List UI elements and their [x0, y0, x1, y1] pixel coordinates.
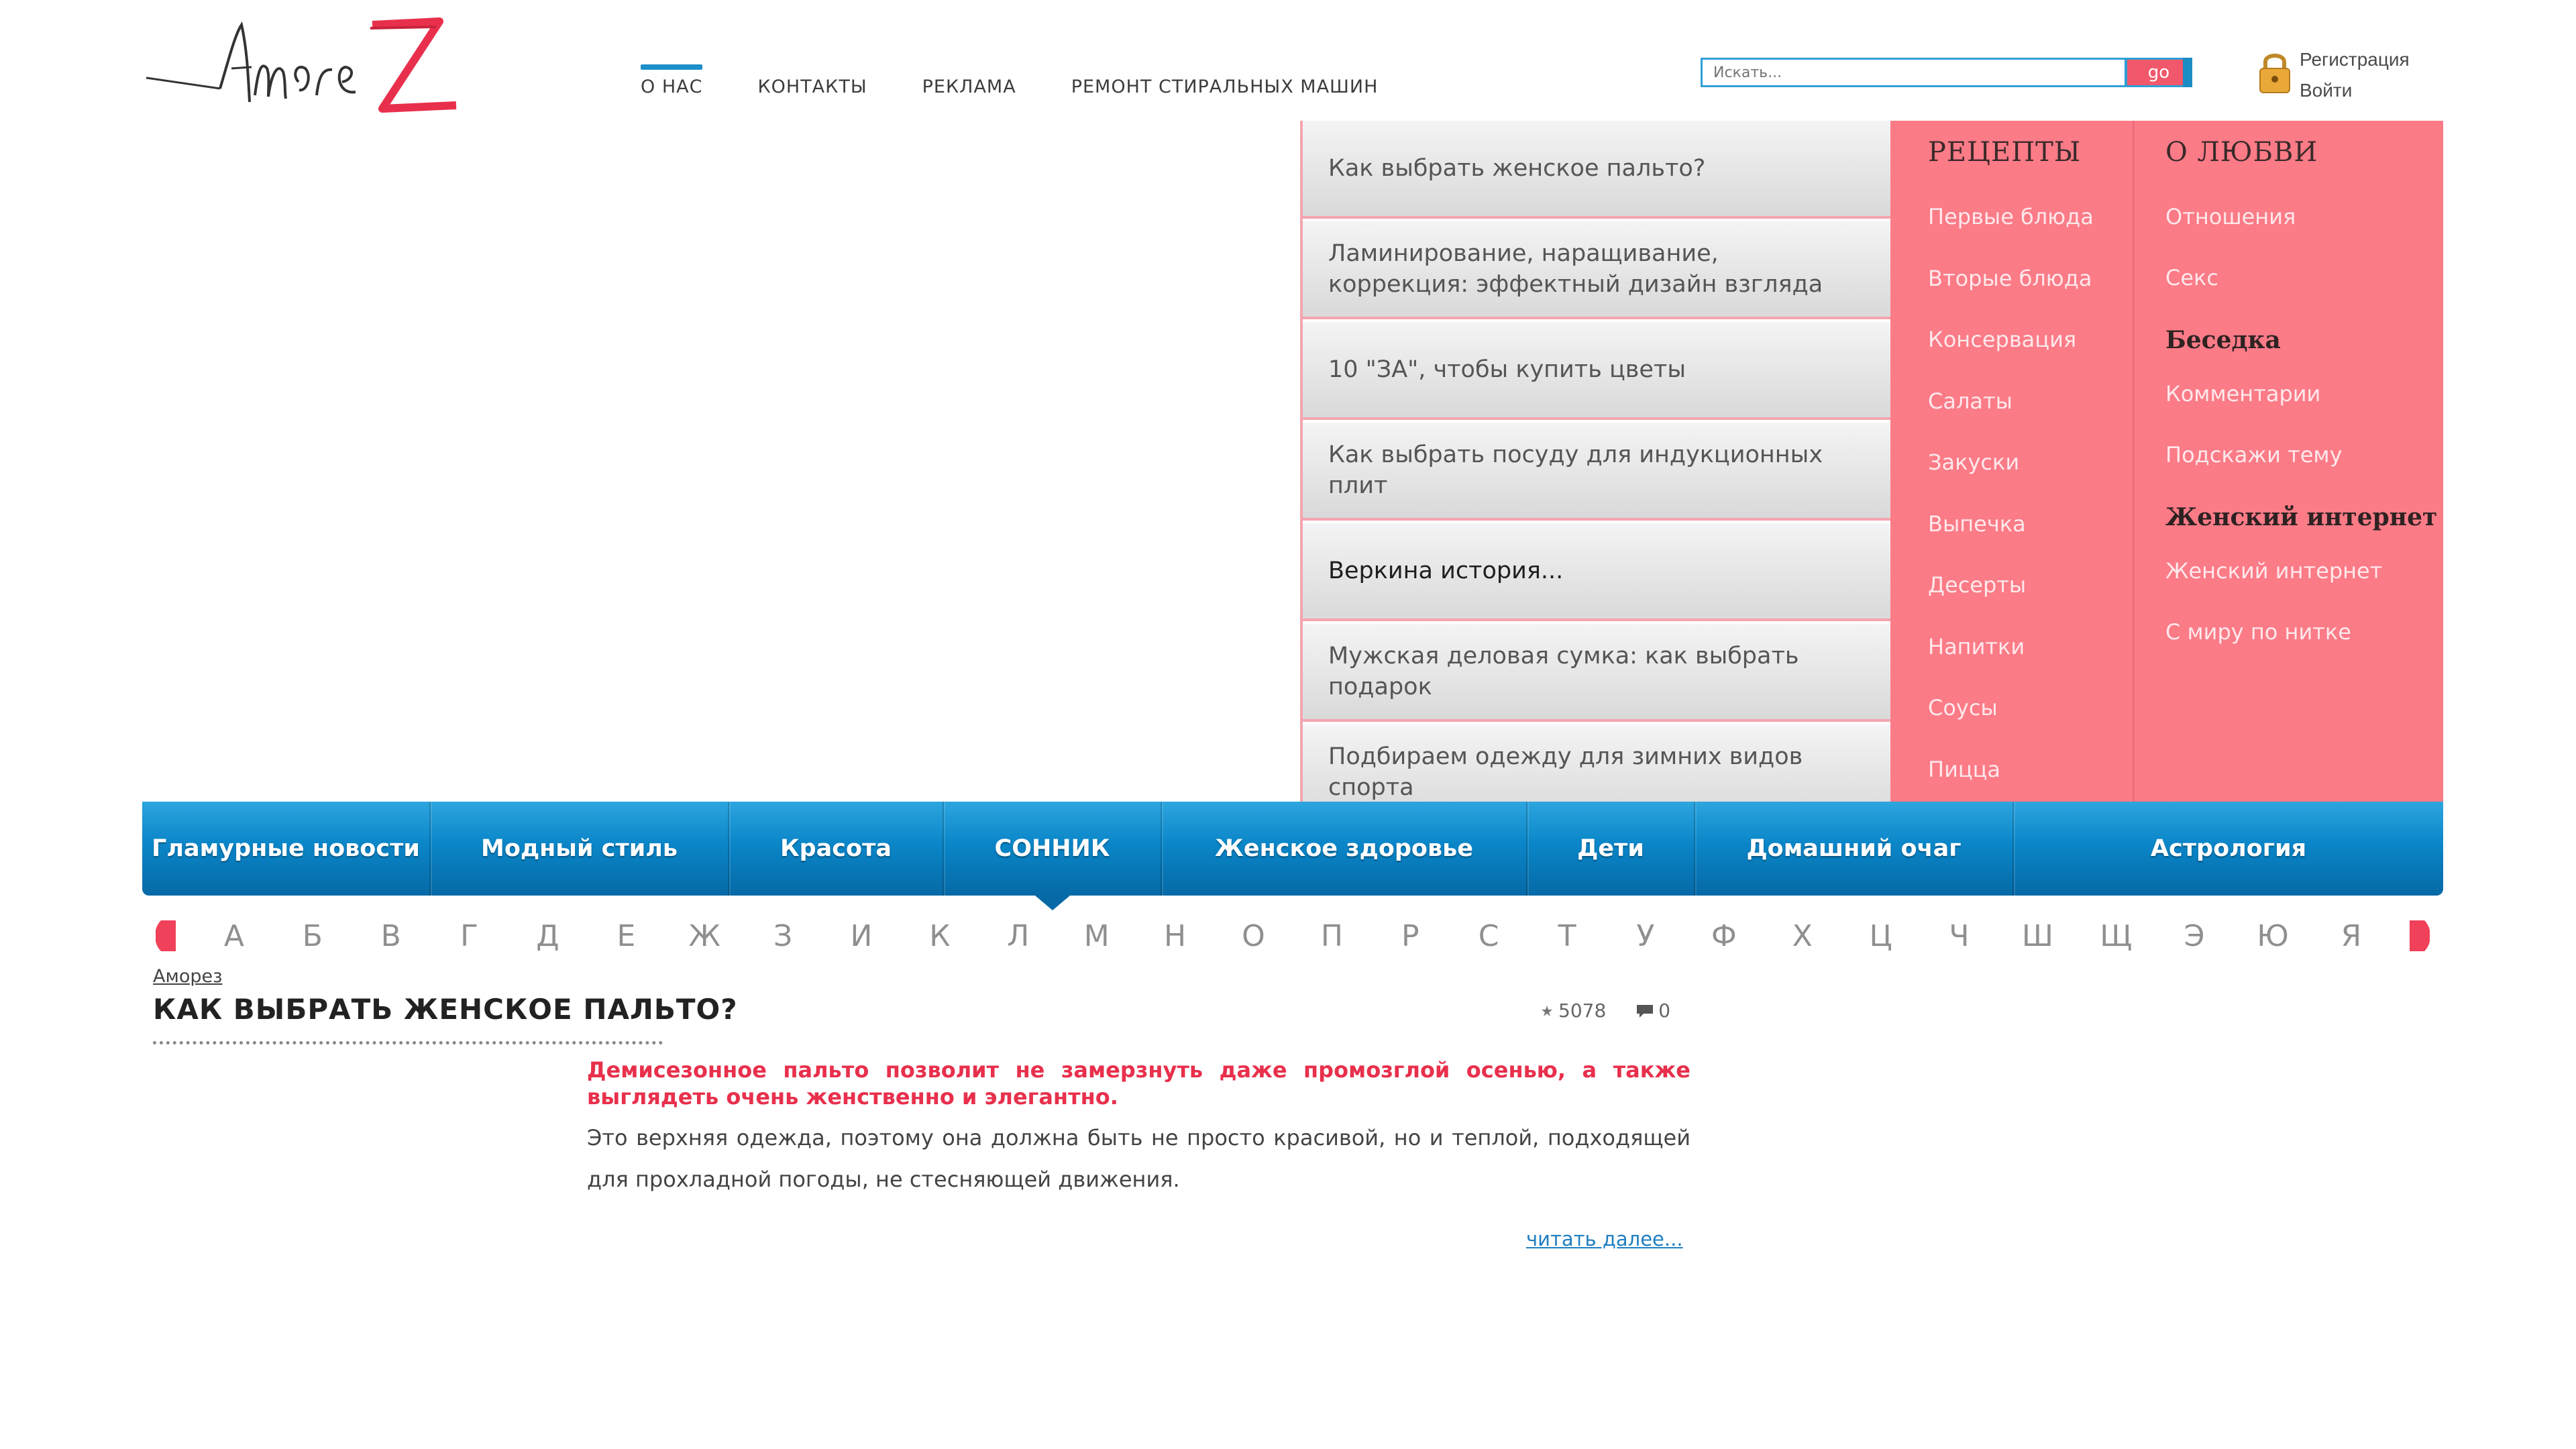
top-nav-contacts[interactable]: КОНТАКТЫ — [757, 76, 867, 97]
alphabet-letter[interactable]: Щ — [2100, 918, 2133, 953]
category-tab-fashion[interactable]: Модный стиль — [431, 802, 729, 896]
title-divider — [153, 1041, 663, 1044]
dropdown-article-item[interactable]: Мужская деловая сумка: как выбрать подарок — [1303, 624, 1890, 722]
register-link[interactable]: Регистрация — [2300, 49, 2410, 70]
love-link[interactable]: Отношения — [2165, 204, 2296, 229]
alphabet-letter[interactable]: Ю — [2257, 918, 2289, 953]
dropdown-article-list — [1300, 121, 1890, 802]
views-stat — [1540, 1000, 1606, 1022]
dropdown-article-item[interactable]: Как выбрать посуду для индукционных плит — [1303, 423, 1890, 521]
recipes-link[interactable]: Первые блюда — [1928, 204, 2094, 229]
category-tab-dream-book[interactable]: СОННИК — [944, 802, 1162, 896]
arrow-left-icon[interactable] — [156, 920, 176, 951]
dropdown-article-item[interactable]: 10 "ЗА", чтобы купить цветы — [1303, 322, 1890, 420]
recipes-heading[interactable]: РЕЦЕПТЫ — [1928, 137, 2082, 168]
dropdown-article-item[interactable]: Ламинирование, наращивание, коррекция: эффектный дизайн взгляда — [1303, 221, 1890, 319]
alphabet-letter[interactable]: П — [1320, 918, 1343, 953]
search-button[interactable]: go — [2125, 58, 2192, 87]
womens-internet-link[interactable]: С миру по нитке — [2165, 619, 2351, 645]
eye-icon — [1540, 1004, 1554, 1018]
article-excerpt: Это верхняя одежда, поэтому она должна быть не просто красивой, но и теплой, подходящей для прохладной погоды, не стесняющей движения. — [587, 1125, 1690, 1192]
category-tab-womens-health[interactable]: Женское здоровье — [1162, 802, 1527, 896]
alphabet-letter[interactable]: М — [1083, 918, 1110, 953]
recipes-link[interactable]: Пицца — [1928, 756, 2001, 782]
site-logo[interactable] — [141, 8, 503, 122]
category-tab-home[interactable]: Домашний очаг — [1695, 802, 2014, 896]
article-title[interactable]: КАК ВЫБРАТЬ ЖЕНСКОЕ ПАЛЬТО? — [153, 993, 738, 1026]
alphabet-letter[interactable]: Л — [1007, 918, 1030, 953]
comments-count: 0 — [1658, 1000, 1671, 1022]
category-tab-kids[interactable]: Дети — [1527, 802, 1695, 896]
alphabet-letter[interactable]: Ш — [2021, 918, 2053, 953]
alphabet-letter[interactable]: Ф — [1711, 918, 1737, 953]
arrow-right-icon[interactable] — [2410, 920, 2430, 951]
alphabet-letter[interactable]: Д — [536, 918, 559, 953]
womens-internet-link[interactable]: Женский интернет — [2165, 558, 2383, 584]
top-nav-advertising[interactable]: РЕКЛАМА — [922, 76, 1016, 97]
alphabet-letter[interactable]: В — [380, 918, 401, 953]
alphabet-letter[interactable]: А — [223, 918, 244, 953]
alphabet-letter[interactable]: Г — [460, 918, 478, 953]
alphabet-letter[interactable]: Е — [616, 918, 636, 953]
dropdown-article-item[interactable]: Веркина история... — [1303, 523, 1890, 621]
dropdown-article-item[interactable]: Подбираем одежду для зимних видов спорта — [1303, 724, 1890, 802]
alphabet-filter — [142, 912, 2443, 959]
recipes-link[interactable]: Закуски — [1928, 449, 2020, 475]
alphabet-letter[interactable]: У — [1636, 918, 1655, 953]
recipes-link[interactable]: Вторые блюда — [1928, 265, 2092, 291]
category-tab-beauty[interactable]: Красота — [729, 802, 944, 896]
article-lead: Демисезонное пальто позволит не замерзнуть даже промозглой осенью, а также выглядеть очень женственно и элегантно. — [587, 1057, 1690, 1110]
dropdown-article-item[interactable]: Как выбрать женское пальто? — [1303, 121, 1890, 219]
alphabet-letter[interactable]: Ж — [688, 918, 720, 953]
comment-icon — [1635, 1003, 1654, 1019]
top-nav-repair[interactable]: РЕМОНТ СТИРАЛЬНЫХ МАШИН — [1071, 76, 1379, 97]
dropdown-menu-panel — [1890, 121, 2443, 802]
category-tab-astrology[interactable]: Астрология — [2150, 835, 2307, 862]
alphabet-letter[interactable]: Э — [2184, 918, 2205, 953]
alphabet-letter[interactable]: Ц — [1869, 918, 1892, 953]
recipes-column — [1890, 121, 2135, 802]
recipes-link[interactable]: Консервация — [1928, 327, 2077, 352]
beseda-link[interactable]: Комментарии — [2165, 381, 2321, 407]
alphabet-letter[interactable]: Х — [1792, 918, 1813, 953]
alphabet-letter[interactable]: О — [1242, 918, 1265, 953]
love-heading[interactable]: О ЛЮБВИ — [2165, 137, 2318, 168]
recipes-link[interactable]: Салаты — [1928, 388, 2012, 414]
recipes-link[interactable]: Напитки — [1928, 633, 2025, 659]
top-nav — [641, 54, 1433, 107]
recipes-link[interactable]: Соусы — [1928, 695, 1998, 720]
womens-internet-heading[interactable]: Женский интернет — [2165, 503, 2438, 531]
read-more-link[interactable]: читать далее... — [1526, 1228, 1683, 1250]
breadcrumb[interactable]: Аморез — [153, 966, 223, 987]
category-nav-bar — [142, 802, 2443, 896]
lock-icon — [2257, 48, 2292, 95]
search-input[interactable] — [1701, 58, 2127, 87]
alphabet-letter[interactable]: Т — [1558, 918, 1576, 953]
category-tab-glamour-news[interactable]: Гламурные новости — [142, 802, 431, 896]
alphabet-letter[interactable]: И — [850, 918, 873, 953]
comments-stat[interactable] — [1635, 1000, 1670, 1022]
auth-links — [2300, 44, 2410, 106]
alphabet-letter[interactable]: Я — [2341, 918, 2362, 953]
article-stats — [1540, 1000, 1700, 1022]
views-count: 5078 — [1558, 1000, 1607, 1022]
alphabet-letter[interactable]: Б — [302, 918, 323, 953]
alphabet-letter[interactable]: Ч — [1949, 918, 1970, 953]
alphabet-letter[interactable]: К — [929, 918, 951, 953]
alphabet-letter[interactable]: С — [1478, 918, 1499, 953]
beseda-heading[interactable]: Беседка — [2165, 326, 2281, 354]
love-column — [2135, 121, 2443, 802]
recipes-link[interactable]: Выпечка — [1928, 511, 2026, 537]
top-nav-about[interactable]: О НАС — [641, 64, 702, 97]
beseda-link[interactable]: Подскажи тему — [2165, 442, 2343, 468]
alphabet-letter[interactable]: Н — [1164, 918, 1187, 953]
alphabet-letter[interactable]: З — [773, 918, 793, 953]
love-link[interactable]: Секс — [2165, 265, 2218, 290]
login-link[interactable]: Войти — [2300, 80, 2353, 101]
alphabet-letter[interactable]: Р — [1401, 918, 1419, 953]
recipes-link[interactable]: Десерты — [1928, 572, 2027, 598]
